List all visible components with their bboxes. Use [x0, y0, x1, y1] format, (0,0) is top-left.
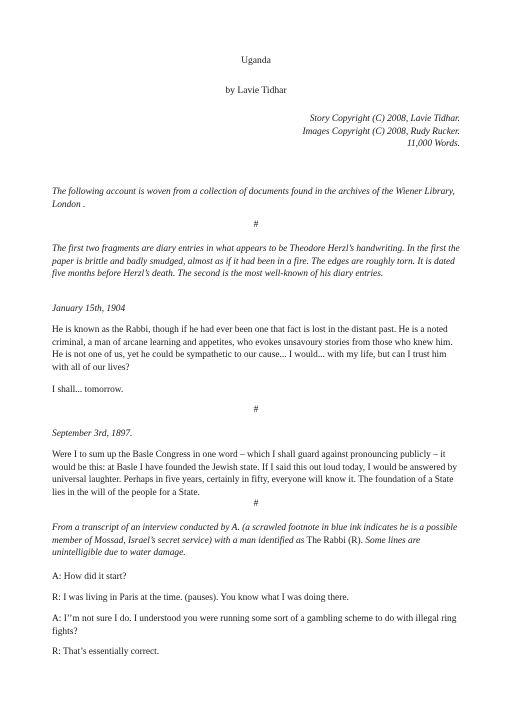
diary-date-1897: September 3rd, 1897. — [52, 429, 133, 439]
diary-entry-1904: He is known as the Rabbi, though if he had ever been one that fact is lost in the distant past. He is a noted criminal, a man of arcane learning and appetites, who evokes unsavoury stories from those who knew him. He is not one of us, yet he could be sympathetic to our cause... I would... with my life, but can I trust him with all of our lives? — [52, 325, 453, 373]
dialogue-line: R: I was living in Paris at the time. (pauses). You know what I was doing there. — [52, 593, 349, 603]
section-separator: # — [253, 405, 259, 415]
transcript-note-end: Some lines are unintelligible due to water damage. — [52, 535, 421, 559]
diary-date-1904: January 15th, 1904 — [52, 304, 126, 314]
transcript-note — [52, 522, 462, 560]
section-separator: # — [253, 499, 259, 509]
diary-entry-1904-end: I shall... tomorrow. — [52, 385, 124, 395]
word-count: 11,000 Words. — [406, 139, 460, 150]
dialogue-line: A: I’’m not sure I do. I understood you were running some sort of a gambling scheme to do with illegal ring fights? — [52, 614, 457, 637]
story-title: Uganda — [241, 55, 271, 66]
story-copyright: Story Copyright (C) 2008, Lavie Tidhar. — [309, 114, 460, 124]
transcript-subject: The Rabbi (R). — [304, 535, 363, 546]
story-byline: by Lavie Tidhar — [225, 85, 287, 96]
dialogue-line: A: How did it start? — [52, 572, 127, 582]
fragments-note: The first two fragments are diary entries in what appears to be Theodore Herzl’s handwriting. In the first the paper is brittle and badly smudged, almost as if it had been in a fire. The edges are roughly torn. It is dated five months before Herzl’s death. The second is the most well-known of his diary entries. — [52, 244, 460, 280]
section-separator: # — [253, 220, 259, 230]
dialogue-line: R: That’s essentially correct. — [52, 647, 160, 657]
diary-entry-1897: Were I to sum up the Basle Congress in one word – which I shall guard against pronouncing publicly – it would be this: at Basle I have founded the Jewish state. If I said this out loud today, I would be answered by universal laughter. Perhaps in five years, certainly in fifty, everyone will know it. The foundation of a State lies in the will of the people for a State. — [52, 450, 458, 498]
images-copyright: Images Copyright (C) 2008, Rudy Rucker. — [302, 126, 460, 137]
intro-paragraph: The following account is woven from a collection of documents found in the archives of the Wiener Library, London . — [52, 187, 455, 210]
transcript-note-text: From a transcript of an interview conducted by A. (a scrawled footnote in blue ink indicates he is a possible member of Mossad, Israel’s secret service) with a man identified as — [52, 523, 458, 546]
copyright-block — [302, 113, 460, 151]
